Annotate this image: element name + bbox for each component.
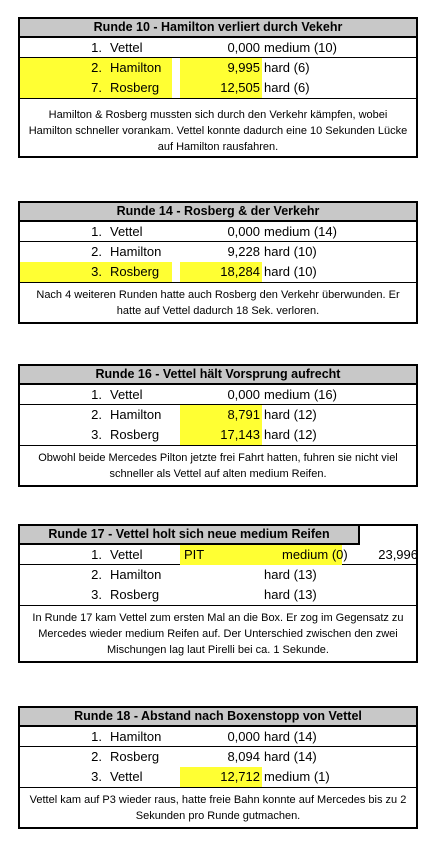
position: 1. xyxy=(91,40,102,55)
tyre-info: medium (16) xyxy=(264,387,337,402)
table-row xyxy=(20,262,416,282)
tyre-info: hard (14) xyxy=(264,749,317,764)
gap-time: 17,143 xyxy=(220,427,260,442)
tyre-info: hard (13) xyxy=(264,587,317,602)
block-title: Runde 17 - Vettel holt sich neue medium Reifen xyxy=(20,526,360,545)
table-row xyxy=(20,38,416,58)
block-note: Obwohl beide Mercedes Pilton jetzte frei Fahrt hatten, fuhren sie nicht viel schneller als Vettel auf alten medium Reifen. xyxy=(20,445,416,485)
block-title: Runde 16 - Vettel hält Vorsprung aufrecht xyxy=(20,366,416,385)
tyre-info: hard (6) xyxy=(264,80,310,95)
driver-name: Hamilton xyxy=(110,567,162,582)
position: 2. xyxy=(91,749,102,764)
tyre-info: hard (12) xyxy=(264,427,317,442)
tyre-info: medium (1) xyxy=(264,769,330,784)
position: 1. xyxy=(91,547,102,562)
tyre-info: hard (14) xyxy=(264,729,317,744)
driver-name: Vettel xyxy=(110,769,143,784)
gap-time: 8,791 xyxy=(227,407,260,422)
gap-time: 0,000 xyxy=(227,224,260,239)
pit-indicator: PIT xyxy=(184,547,205,562)
tyre-info: medium (0) xyxy=(282,547,348,562)
driver-name: Rosberg xyxy=(110,80,160,95)
block-runde-18 xyxy=(18,706,418,829)
position: 2. xyxy=(91,407,102,422)
driver-name: Rosberg xyxy=(110,587,160,602)
gap-time: 18,284 xyxy=(220,264,260,279)
tyre-info: hard (13) xyxy=(264,567,317,582)
driver-name: Rosberg xyxy=(110,427,160,442)
table-row xyxy=(20,425,416,445)
block-note: Nach 4 weiteren Runden hatte auch Rosberg den Verkehr überwunden. Er hatte auf Vettel dadurch 18 Sek. verloren. xyxy=(20,282,416,322)
driver-name: Hamilton xyxy=(110,729,162,744)
pit-stop-time: 23,996 xyxy=(378,547,418,562)
block-runde-16 xyxy=(18,364,418,487)
table-row xyxy=(20,585,416,605)
table-row xyxy=(20,767,416,787)
tyre-info: medium (10) xyxy=(264,40,337,55)
block-note: Vettel kam auf P3 wieder raus, hatte freie Bahn konnte auf Mercedes bis zu 2 Sekunden pro Runde gutmachen. xyxy=(20,787,416,827)
table-row xyxy=(20,222,416,242)
driver-name: Hamilton xyxy=(110,60,162,75)
tyre-info: hard (12) xyxy=(264,407,317,422)
position: 3. xyxy=(91,264,102,279)
tyre-info: medium (14) xyxy=(264,224,337,239)
gap-time: 8,094 xyxy=(227,749,260,764)
driver-name: Hamilton xyxy=(110,407,162,422)
block-note: In Runde 17 kam Vettel zum ersten Mal an die Box. Er zog im Gegensatz zu Mercedes wieder medium Reifen auf. Der Unterschied zwischen den zwei Mischungen lag laut Pirelli bei ca. 1 Sekunde. xyxy=(20,605,416,661)
block-title: Runde 18 - Abstand nach Boxenstopp von Vettel xyxy=(20,708,416,727)
driver-name: Rosberg xyxy=(110,749,160,764)
position: 2. xyxy=(91,567,102,582)
position: 3. xyxy=(91,587,102,602)
gap-time: 12,712 xyxy=(220,769,260,784)
driver-name: Vettel xyxy=(110,547,143,562)
position: 3. xyxy=(91,427,102,442)
table-row xyxy=(20,385,416,405)
block-runde-10 xyxy=(18,17,418,158)
position: 1. xyxy=(91,387,102,402)
driver-name: Vettel xyxy=(110,40,143,55)
driver-name: Hamilton xyxy=(110,244,162,259)
position: 2. xyxy=(91,60,102,75)
table-row xyxy=(20,727,416,747)
table-row xyxy=(20,747,416,767)
position: 3. xyxy=(91,769,102,784)
driver-name: Vettel xyxy=(110,224,143,239)
table-row xyxy=(20,545,416,565)
tyre-info: hard (10) xyxy=(264,264,317,279)
block-note: Hamilton & Rosberg mussten sich durch den Verkehr kämpfen, wobei Hamilton schneller vorankam. Vettel konnte dadurch eine 10 Sekunden Lücke auf Hamilton rausfahren. xyxy=(20,98,416,156)
block-runde-14 xyxy=(18,201,418,324)
table-row xyxy=(20,405,416,425)
table-row xyxy=(20,565,416,585)
gap-time: 0,000 xyxy=(227,729,260,744)
driver-name: Rosberg xyxy=(110,264,160,279)
block-title: Runde 10 - Hamilton verliert durch Vekehr xyxy=(20,19,416,38)
gap-time: 12,505 xyxy=(220,80,260,95)
gap-time: 0,000 xyxy=(227,40,260,55)
position: 7. xyxy=(91,80,102,95)
block-runde-17 xyxy=(18,524,418,663)
position: 1. xyxy=(91,224,102,239)
table-row xyxy=(20,58,416,78)
tyre-info: hard (6) xyxy=(264,60,310,75)
position: 2. xyxy=(91,244,102,259)
position: 1. xyxy=(91,729,102,744)
tyre-info: hard (10) xyxy=(264,244,317,259)
table-row xyxy=(20,78,416,98)
block-title: Runde 14 - Rosberg & der Verkehr xyxy=(20,203,416,222)
driver-name: Vettel xyxy=(110,387,143,402)
gap-time: 0,000 xyxy=(227,387,260,402)
table-row xyxy=(20,242,416,262)
gap-time: 9,228 xyxy=(227,244,260,259)
gap-time: 9,995 xyxy=(227,60,260,75)
